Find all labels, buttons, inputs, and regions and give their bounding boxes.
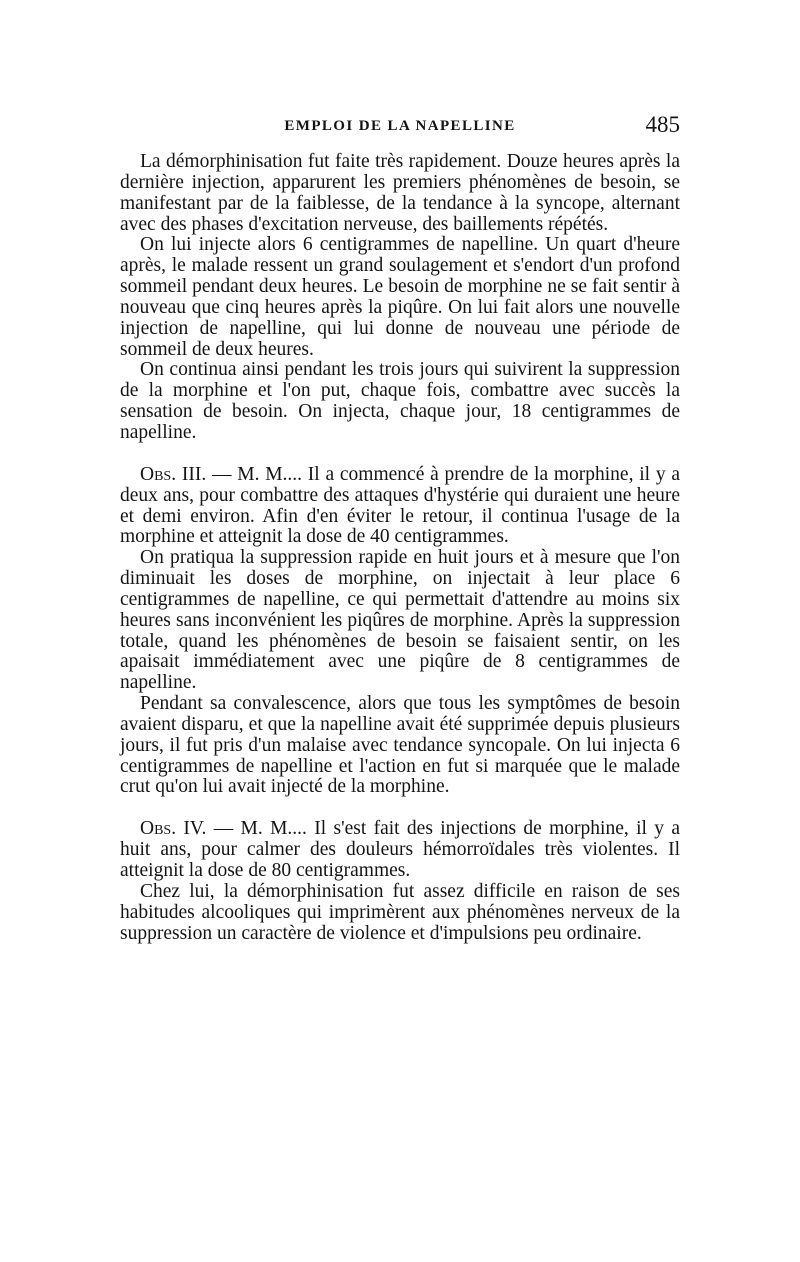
paragraph: Pendant sa convalescence, alors que tous les symptômes de besoin avaient disparu, et que la napelline avait été supprimée depuis plusieurs jours, il fut pris d'un malaise avec tendance syncopale. On lui injecta 6 centigrammes de napelline et l'action en fut si marquée que le malade crut qu'on lui avait injecté de la morphine. xyxy=(120,693,680,798)
page-number: 485 xyxy=(645,112,680,137)
paragraph: On pratiqua la suppression rapide en huit jours et à mesure que l'on diminuait les doses de morphine, on injectait à leur place 6 centigrammes de napelline, ce qui permettait d'attendre au moins six heures sans inconvénient les piqûres de morphine. Après la suppression totale, quand les phénomènes de besoin se faisaient sentir, on les apaisait immédiatement avec une piqûre de 8 centigrammes de napelline. xyxy=(120,547,680,694)
section-gap xyxy=(120,798,680,819)
paragraph: La démorphinisation fut faite très rapidement. Douze heures après la dernière injection, apparurent les premiers phénomènes de besoin, se manifestant par de la faiblesse, de la tendance à la syncope, alternant avec des phases d'excitation nerveuse, des baillements répétés. xyxy=(120,151,680,235)
observation-label: Obs. IV. xyxy=(140,818,207,840)
body-text xyxy=(120,152,680,944)
observation-label: Obs. III. xyxy=(140,463,207,485)
observation-text: — M. M.... Il a commencé à prendre de la morphine, il y a deux ans, pour combattre des attaques d'hystérie qui duraient une heure et demi environ. Afin d'en éviter le retour, il continua l'usage de la morphine et atteignit la dose de 40 centigrammes. xyxy=(120,463,680,548)
paragraph: On continua ainsi pendant les trois jours qui suivirent la suppression de la morphine et l'on put, chaque fois, combattre avec succès la sensation de besoin. On injecta, chaque jour, 18 centigrammes de napelline. xyxy=(120,359,680,443)
running-title: EMPLOI DE LA NAPELLINE xyxy=(284,118,516,134)
observation-3-lead xyxy=(120,465,680,548)
paragraph: Chez lui, la démorphinisation fut assez difficile en raison de ses habitudes alcooliques qui imprimèrent aux phénomènes nerveux de la suppression un caractère de violence et d'impulsions peu ordinaire. xyxy=(120,880,680,944)
observation-text: — M. M.... Il s'est fait des injections de morphine, il y a huit ans, pour calmer des douleurs hémorroïdales très violentes. Il atteignit la dose de 80 centigrammes. xyxy=(120,818,680,881)
observation-4-lead xyxy=(120,819,680,882)
section-gap xyxy=(120,444,680,465)
paragraph: On lui injecte alors 6 centigrammes de napelline. Un quart d'heure après, le malade ressent un grand soulagement et s'endort d'un profond sommeil pendant deux heures. Le besoin de morphine ne se fait sentir à nouveau que cinq heures après la piqûre. On lui fait alors une nouvelle injection de napelline, qui lui donne de nouveau une période de sommeil de deux heures. xyxy=(120,234,680,360)
running-head xyxy=(120,112,680,142)
